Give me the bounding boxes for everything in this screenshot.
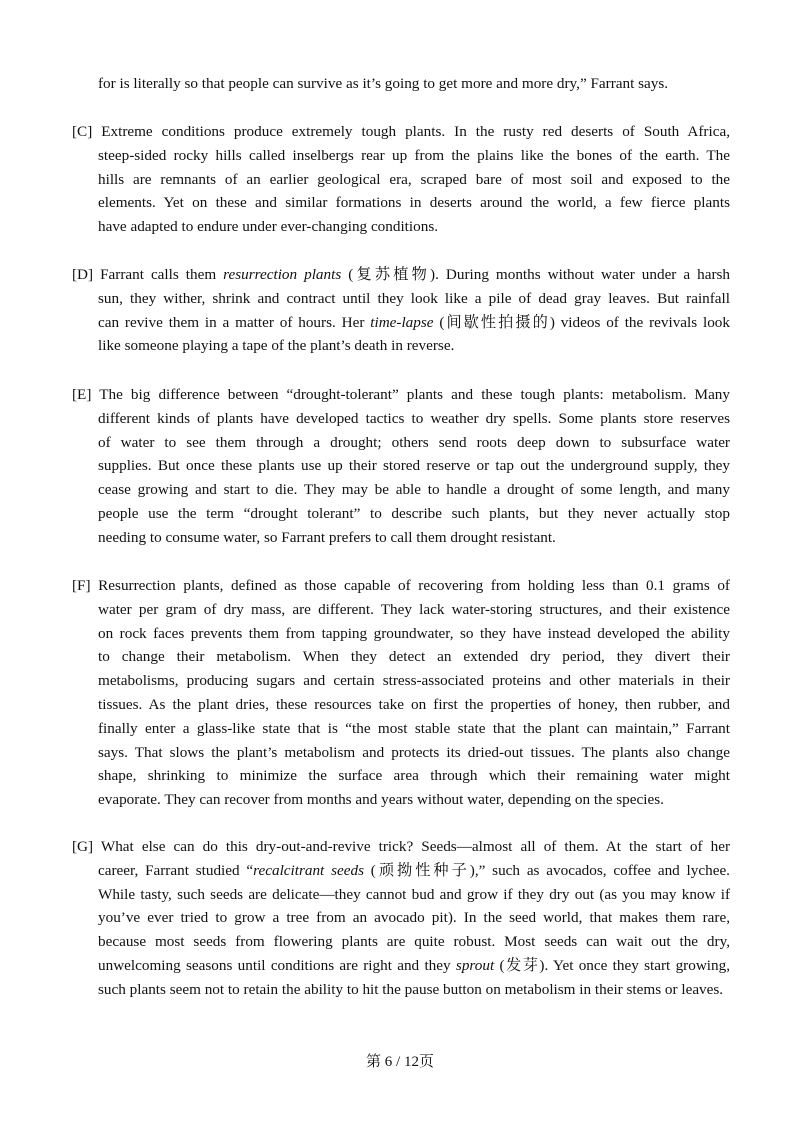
text-line: to change their metabolism. When they detect an extended dry period, they divert their	[98, 648, 730, 666]
text-line: While tasty, such seeds are delicate—they cannot bud and grow if they dry out (as you may know if	[98, 885, 730, 903]
page-number: 第 6 / 12页	[366, 1054, 434, 1070]
paragraph-f	[72, 574, 730, 812]
text-line: have adapted to endure under ever-changing conditions.	[98, 218, 439, 236]
text-line: metabolisms, producing sugars and certain stress-associated proteins and other materials in their	[98, 672, 730, 690]
text-line: elements. Yet on these and similar formations in deserts around the world, a few fierce plants	[98, 194, 730, 212]
text-line: for is literally so that people can survive as it’s going to get more and more dry,” Farrant says.	[98, 75, 669, 92]
paragraph-d	[72, 263, 730, 358]
text-line: steep-sided rocky hills called inselbergs rear up from the plains like the bones of the earth. The	[98, 146, 730, 164]
text-line: of water to see them through a drought; others send roots deep down to subsurface water	[98, 433, 730, 451]
paragraph-c	[72, 120, 730, 239]
text-line: on rock faces prevents them from tapping groundwater, so they have instead developed the ability	[98, 624, 730, 642]
text-line: such plants seem not to retain the ability to hit the pause button on metabolism in their stems or leaves.	[98, 980, 724, 998]
text-line: [F] Resurrection plants, defined as those capable of recovering from holding less than 0.1 grams of	[72, 577, 730, 594]
text-line: evaporate. They can recover from months and years without water, depending on the species.	[98, 791, 664, 809]
text-line: [E] The big difference between “drought-tolerant” plants and these tough plants: metabolism. Many	[72, 386, 730, 403]
text-line: people use the term “drought tolerant” to describe such plants, but they never actually stop	[98, 504, 730, 522]
text-line: you’ve ever tried to grow a tree from an avocado pit). In the seed world, that makes them rare,	[98, 909, 730, 927]
text-line: because most seeds from flowering plants are quite robust. Most seeds can wait out the dry,	[98, 933, 730, 951]
text-line: [C] Extreme conditions produce extremely tough plants. In the rusty red deserts of South Africa,	[72, 123, 730, 140]
paragraph-e	[72, 383, 730, 550]
paragraph-g	[72, 835, 730, 1002]
text-line: supplies. But once these plants use up their stored reserve or tap out the underground supply, they	[98, 457, 730, 475]
text-line: hills are remnants of an earlier geological era, scraped bare of most soil and exposed to the	[98, 170, 730, 188]
text-line: sun, they wither, shrink and contract until they look like a pile of dead gray leaves. But rainfall	[98, 289, 730, 307]
text-line: tissues. As the plant dries, these resources take on first the properties of honey, then rubber, and	[98, 695, 730, 713]
text-line: water per gram of dry mass, are different. They lack water-storing structures, and their existence	[98, 600, 730, 618]
text-line: cease growing and start to die. They may be able to handle a drought of some length, and many	[98, 481, 730, 499]
text-line: needing to consume water, so Farrant prefers to call them drought resistant.	[98, 528, 556, 546]
text-line: [D] Farrant calls them resurrection plants (复苏植物). During months without water under a harsh	[72, 266, 731, 283]
paragraph-continuation	[72, 72, 730, 96]
text-line: says. That slows the plant’s metabolism and protects its dried-out tissues. The plants also change	[98, 743, 730, 761]
text-line: shape, shrinking to minimize the surface area through which their remaining water might	[98, 767, 730, 785]
text-line: [G] What else can do this dry-out-and-revive trick? Seeds—almost all of them. At the start of her	[72, 838, 730, 855]
text-line: like someone playing a tape of the plant’s death in reverse.	[98, 337, 455, 355]
text-line: career, Farrant studied “recalcitrant seeds (顽拗性种子),” such as avocados, coffee and lychee.	[98, 861, 730, 879]
text-line: finally enter a glass-like state that is “the most stable state that the plant can maintain,” Farrant	[98, 719, 730, 737]
text-line: unwelcoming seasons until conditions are right and they sprout (发芽). Yet once they start growing,	[98, 956, 730, 974]
text-line: can revive them in a matter of hours. Her time-lapse (间歇性拍摄的) videos of the revivals look	[98, 313, 730, 331]
text-line: different kinds of plants have developed tactics to weather dry spells. Some plants store reserves	[98, 409, 730, 427]
